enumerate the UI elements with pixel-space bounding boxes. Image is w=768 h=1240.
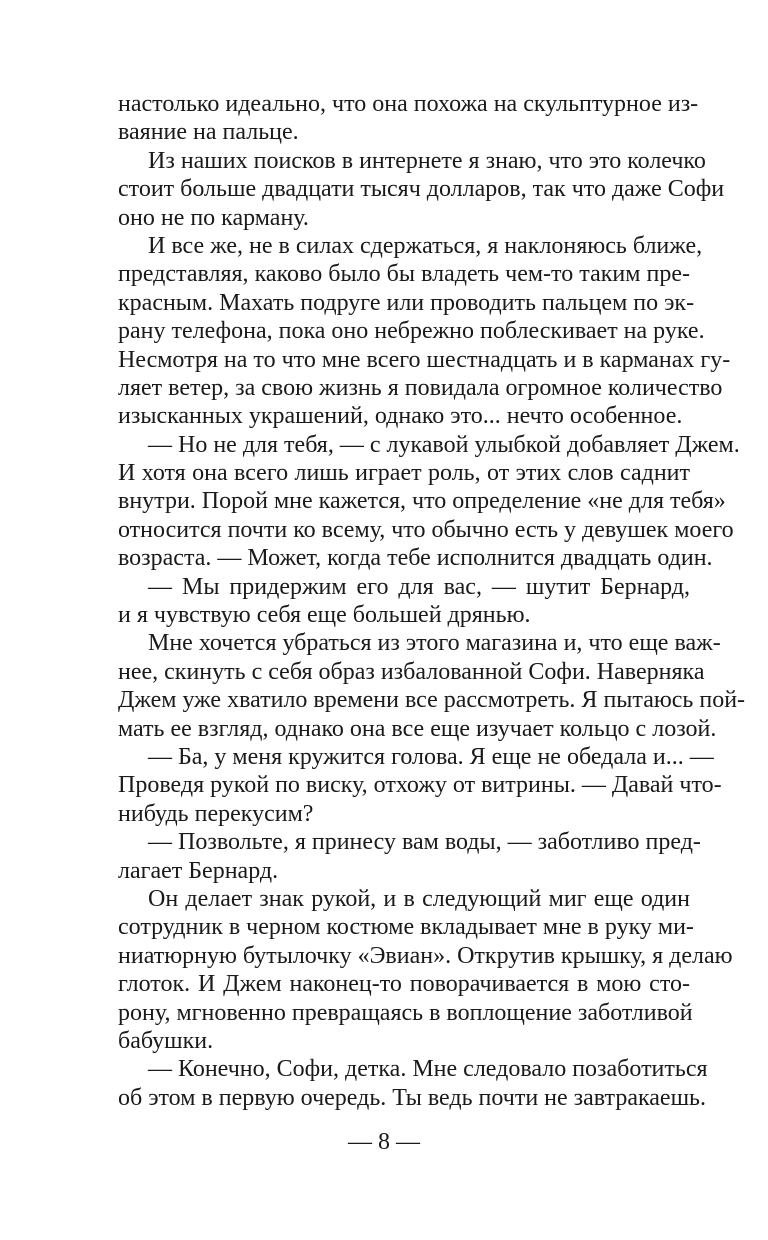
text-line: глоток. И Джем наконец-то поворачивается в мою сто- — [118, 971, 690, 998]
text-line: бабушки. — [118, 1027, 214, 1054]
page-number: — 8 — — [348, 1129, 420, 1155]
text-line: представляя, каково было бы владеть чем-то таким пре- — [118, 261, 690, 288]
text-line: нее, скинуть с себя образ избалованной Софи. Наверняка — [118, 658, 705, 685]
text-line: и я чувствую себя еще большей дрянью. — [118, 602, 531, 629]
text-line: рону, мгновенно превращаясь в воплощение заботливой — [118, 999, 693, 1026]
text-line: изысканных украшений, однако это... нечто особенное. — [118, 403, 683, 430]
page-body — [118, 90, 746, 1112]
text-line: Несмотря на то что мне всего шестнадцать и в карманах гу- — [118, 346, 731, 373]
text-line: внутри. Порой мне кажется, что определение «не для тебя» — [118, 488, 726, 515]
text-line: относится почти ко всему, что обычно есть у девушек моего — [118, 516, 734, 543]
text-line: стоит больше двадцати тысяч долларов, так что даже Софи — [118, 176, 725, 203]
text-line: Он делает знак рукой, и в следующий миг еще один — [148, 885, 690, 912]
text-line: — Конечно, Софи, детка. Мне следовало позаботиться — [148, 1056, 708, 1083]
text-line: — Ба, у меня кружится голова. Я еще не обедала и... — — [148, 743, 714, 770]
text-line: оно не по карману. — [118, 204, 309, 231]
text-line: сотрудник в черном костюме вкладывает мне в руку ми- — [118, 914, 694, 941]
text-line: Из наших поисков в интернете я знаю, что это колечко — [148, 147, 706, 174]
text-line: И хотя она всего лишь играет роль, от этих слов саднит — [118, 460, 690, 487]
text-line: ниатюрную бутылочку «Эвиан». Открутив крышку, я делаю — [118, 942, 733, 969]
text-line: мать ее взгляд, однако она все еще изучает кольцо с лозой. — [118, 715, 717, 742]
text-line: Проведя рукой по виску, отхожу от витрины. — Давай что- — [118, 772, 722, 799]
text-line: красным. Махать подруге или проводить пальцем по эк- — [118, 289, 695, 316]
text-line: ваяние на пальце. — [118, 119, 299, 146]
text-line: об этом в первую очередь. Ты ведь почти не завтракаешь. — [118, 1084, 706, 1111]
text-line: — Позвольте, я принесу вам воды, — заботливо пред- — [148, 829, 701, 856]
text-line: ляет ветер, за свою жизнь я повидала огромное количество — [118, 374, 723, 401]
text-line: — Мы придержим его для вас, — шутит Бернард, — [148, 573, 690, 600]
text-line: рану телефона, пока оно небрежно поблескивает на руке. — [118, 318, 705, 345]
text-line: настолько идеально, что она похожа на скульптурное из- — [118, 91, 699, 117]
text-line: Мне хочется убраться из этого магазина и, что еще важ- — [148, 630, 721, 657]
text-line: лагает Бернард. — [118, 857, 279, 884]
text-line: — Но не для тебя, — с лукавой улыбкой добавляет Джем. — [148, 431, 740, 458]
text-line: возраста. — Может, когда тебе исполнится двадцать один. — [118, 545, 713, 572]
text-line: И все же, не в силах сдержаться, я наклоняюсь ближе, — [148, 232, 703, 259]
text-line: нибудь перекусим? — [118, 800, 314, 827]
text-line: Джем уже хватило времени все рассмотреть. Я пытаюсь пой- — [118, 687, 746, 714]
